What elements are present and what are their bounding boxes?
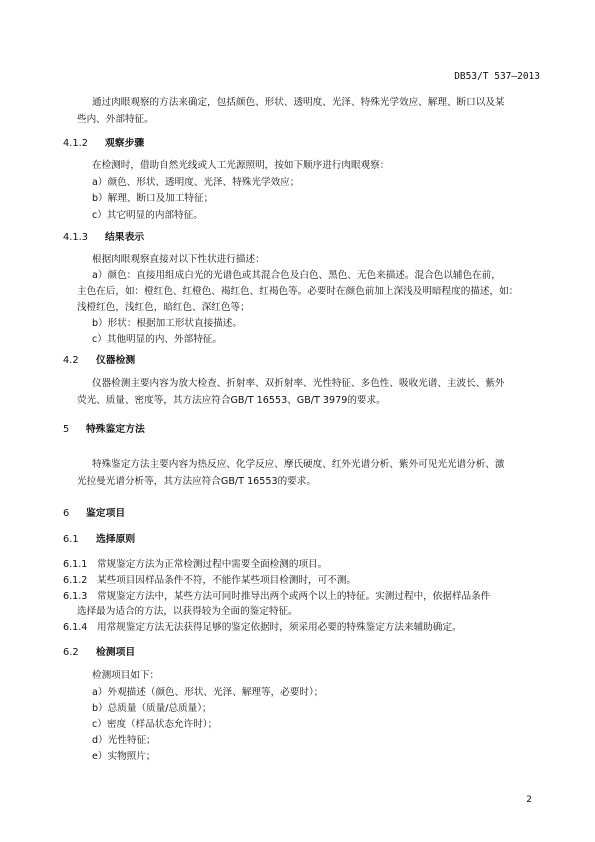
list-item: b）形状：根据加工形状直接描述。 bbox=[92, 318, 242, 329]
section-4-1-2-heading bbox=[63, 138, 144, 150]
clause-6-1-2: 6.1.2 某些项目因样品条件不符，不能作某些项目检测时，可不测。 bbox=[63, 575, 357, 586]
intro-line-1: 通过肉眼观察的方法来确定，包括颜色、形状、透明度、光泽、特殊光学效应、解理、断口以及某 bbox=[92, 97, 505, 108]
paragraph: 在检测时，借助自然光线或人工光源照明，按如下顺序进行肉眼观察： bbox=[92, 160, 390, 171]
list-item: b）总质量（质量/总质量）； bbox=[92, 703, 212, 714]
section-number: 4.1.3 bbox=[63, 232, 88, 243]
section-6-1-heading bbox=[63, 534, 135, 546]
section-number: 5 bbox=[63, 424, 70, 435]
list-item-continued: 主色在后，如：橙红色、红橙色、褐红色、红褐色等。必要时在颜色前加上深浅及明暗程度的描述，如： bbox=[77, 286, 519, 297]
section-number: 4.2 bbox=[63, 355, 79, 366]
section-title: 检测项目 bbox=[96, 647, 136, 658]
paragraph: 检测项目如下： bbox=[92, 670, 160, 681]
list-item: a）颜色：直接用组成白光的光谱色或其混合色及白色、黑色、无色来描述。混合色以辅色在前， bbox=[92, 270, 501, 281]
list-item: e）实物照片； bbox=[92, 751, 156, 762]
list-item: a）外观描述（颜色、形状、光泽、解理等，必要时）； bbox=[92, 687, 324, 698]
section-4-1-3-heading bbox=[63, 232, 144, 244]
paragraph: 根据肉眼观察直接对以下性状进行描述： bbox=[92, 254, 265, 265]
clause-6-1-3: 6.1.3 常规鉴定方法中，某些方法可同时推导出两个或两个以上的特征。实测过程中，依据样品条件 bbox=[63, 591, 491, 602]
section-4-2-heading bbox=[63, 355, 135, 367]
section-number: 6.2 bbox=[63, 647, 79, 658]
paragraph: 光拉曼光谱分析等，其方法应符合GB/T 16553的要求。 bbox=[77, 476, 316, 487]
paragraph: 荧光、质量、密度等，其方法应符合GB/T 16553、GB/T 3979的要求。 bbox=[77, 395, 386, 406]
page-number: 2 bbox=[526, 795, 532, 805]
paragraph: 特殊鉴定方法主要内容为热反应、化学反应、摩氏硬度、红外光谱分析、紫外可见光光谱分析、激 bbox=[92, 459, 505, 470]
section-title: 仪器检测 bbox=[96, 355, 136, 366]
section-title: 选择原则 bbox=[96, 534, 136, 545]
clause-6-1-4: 6.1.4 用常规鉴定方法无法获得足够的鉴定依据时，须采用必要的特殊鉴定方法来辅助确定。 bbox=[63, 622, 462, 633]
section-title: 观察步骤 bbox=[105, 138, 145, 149]
section-number: 6.1 bbox=[63, 534, 79, 545]
section-6-2-heading bbox=[63, 647, 135, 659]
intro-line-2: 些内、外部特征。 bbox=[77, 114, 154, 125]
paragraph: 仪器检测主要内容为放大检查、折射率、双折射率、光性特征、多色性、吸收光谱、主波长、紫外 bbox=[92, 378, 505, 389]
list-item: d）光性特征； bbox=[92, 735, 156, 746]
section-number: 6 bbox=[63, 508, 70, 519]
list-item: c）其他明显的内、外部特征。 bbox=[92, 334, 222, 345]
section-title: 鉴定项目 bbox=[86, 508, 126, 519]
clause-6-1-1: 6.1.1 常规鉴定方法为正常检测过程中需要全面检测的项目。 bbox=[63, 559, 328, 570]
list-item-continued: 浅橙红色，浅红色，暗红色、深红色等； bbox=[77, 302, 250, 313]
list-item: c）密度（样品状态允许时）； bbox=[92, 719, 218, 730]
list-item: b）解理、断口及加工特征； bbox=[92, 193, 214, 204]
clause-6-1-3-continued: 选择最为适合的方法，以获得较为全面的鉴定特征。 bbox=[77, 606, 298, 617]
section-title: 特殊鉴定方法 bbox=[86, 424, 145, 435]
section-6-heading bbox=[63, 508, 125, 520]
list-item: c）其它明显的内部特征。 bbox=[92, 210, 203, 221]
document-code: DB53/T 537—2013 bbox=[454, 71, 540, 82]
section-5-heading bbox=[63, 424, 145, 436]
section-title: 结果表示 bbox=[105, 232, 145, 243]
section-number: 4.1.2 bbox=[63, 138, 88, 149]
list-item: a）颜色、形状、透明度、光泽、特殊光学效应； bbox=[92, 177, 300, 188]
